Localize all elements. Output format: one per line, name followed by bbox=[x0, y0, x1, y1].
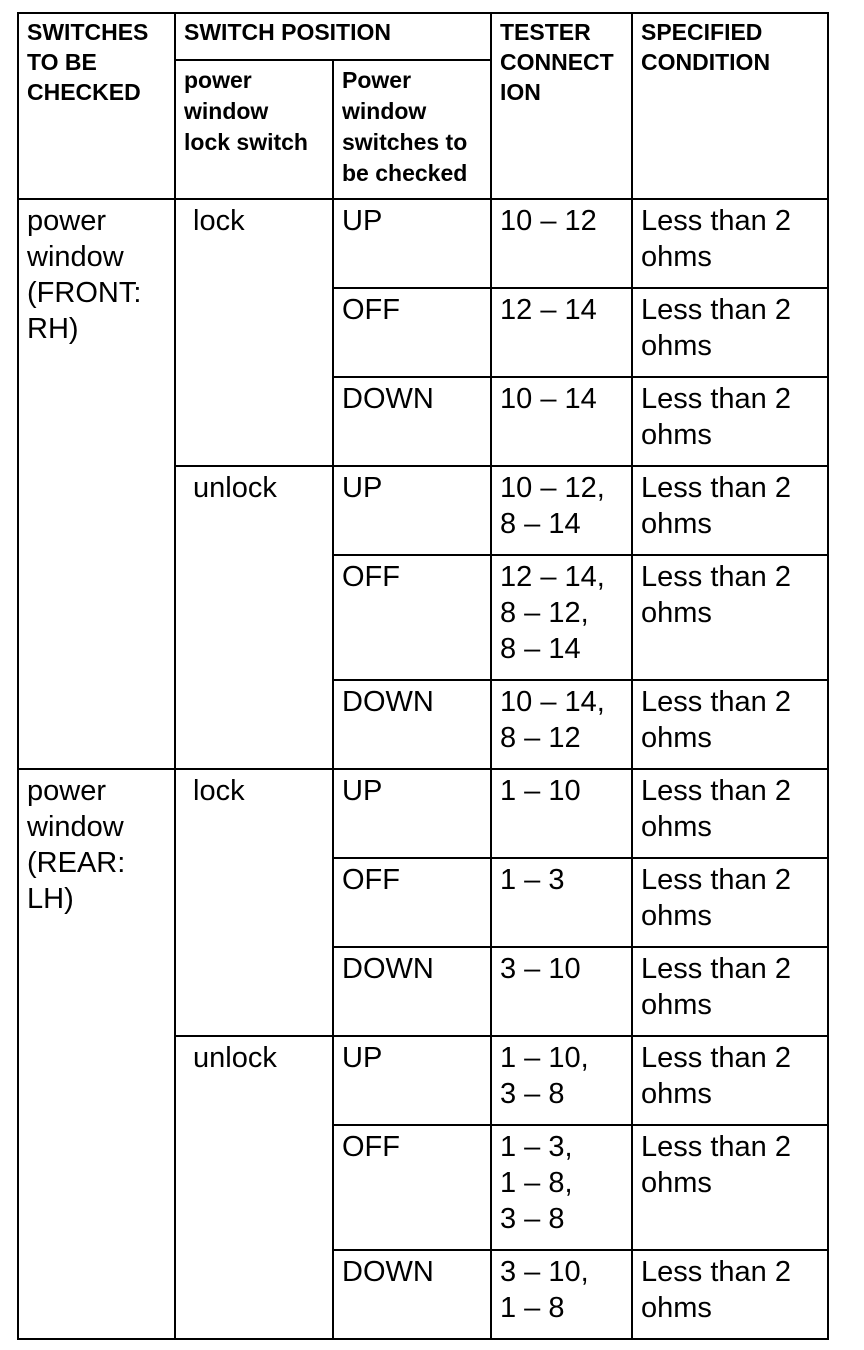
header-window-switches: Power window switches to be checked bbox=[333, 60, 491, 199]
tester-connection-cell: 12 – 14 bbox=[491, 288, 632, 377]
table-row bbox=[18, 199, 828, 288]
tester-connection-cell: 3 – 10, 1 – 8 bbox=[491, 1250, 632, 1339]
switch-check-table bbox=[17, 12, 829, 1340]
tester-connection-cell: 12 – 14, 8 – 12, 8 – 14 bbox=[491, 555, 632, 680]
specified-condition-cell: Less than 2 ohms bbox=[632, 680, 828, 769]
specified-condition-cell: Less than 2 ohms bbox=[632, 1250, 828, 1339]
window-switch-cell: UP bbox=[333, 769, 491, 858]
specified-condition-cell: Less than 2 ohms bbox=[632, 555, 828, 680]
window-switch-cell: OFF bbox=[333, 1125, 491, 1250]
lock-switch-cell: unlock bbox=[175, 466, 333, 769]
window-switch-cell: OFF bbox=[333, 858, 491, 947]
table-body bbox=[18, 199, 828, 1339]
specified-condition-cell: Less than 2 ohms bbox=[632, 1036, 828, 1125]
header-tester-connection: TESTER CONNECT ION bbox=[491, 13, 632, 199]
tester-connection-cell: 10 – 12, 8 – 14 bbox=[491, 466, 632, 555]
header-switch-position: SWITCH POSITION bbox=[175, 13, 491, 60]
tester-connection-cell: 1 – 3, 1 – 8, 3 – 8 bbox=[491, 1125, 632, 1250]
window-switch-cell: DOWN bbox=[333, 947, 491, 1036]
header-specified-condition: SPECIFIED CONDITION bbox=[632, 13, 828, 199]
lock-switch-cell: lock bbox=[175, 199, 333, 466]
header-lock-switch: power window lock switch bbox=[175, 60, 333, 199]
window-switch-cell: UP bbox=[333, 1036, 491, 1125]
specified-condition-cell: Less than 2 ohms bbox=[632, 947, 828, 1036]
tester-connection-cell: 10 – 14 bbox=[491, 377, 632, 466]
table-row bbox=[18, 769, 828, 858]
header-switches-to-be-checked: SWITCHES TO BE CHECKED bbox=[18, 13, 175, 199]
window-switch-cell: DOWN bbox=[333, 377, 491, 466]
specified-condition-cell: Less than 2 ohms bbox=[632, 1125, 828, 1250]
window-switch-cell: DOWN bbox=[333, 1250, 491, 1339]
specified-condition-cell: Less than 2 ohms bbox=[632, 858, 828, 947]
lock-switch-cell: lock bbox=[175, 769, 333, 1036]
lock-switch-cell: unlock bbox=[175, 1036, 333, 1339]
window-switch-cell: UP bbox=[333, 466, 491, 555]
specified-condition-cell: Less than 2 ohms bbox=[632, 288, 828, 377]
tester-connection-cell: 1 – 10, 3 – 8 bbox=[491, 1036, 632, 1125]
window-switch-cell: UP bbox=[333, 199, 491, 288]
tester-connection-cell: 10 – 14, 8 – 12 bbox=[491, 680, 632, 769]
tester-connection-cell: 1 – 10 bbox=[491, 769, 632, 858]
specified-condition-cell: Less than 2 ohms bbox=[632, 199, 828, 288]
window-switch-cell: DOWN bbox=[333, 680, 491, 769]
tester-connection-cell: 3 – 10 bbox=[491, 947, 632, 1036]
window-switch-cell: OFF bbox=[333, 555, 491, 680]
switch-name-cell: power window (FRONT: RH) bbox=[18, 199, 175, 769]
switch-name-cell: power window (REAR: LH) bbox=[18, 769, 175, 1339]
specified-condition-cell: Less than 2 ohms bbox=[632, 377, 828, 466]
specified-condition-cell: Less than 2 ohms bbox=[632, 769, 828, 858]
tester-connection-cell: 10 – 12 bbox=[491, 199, 632, 288]
specified-condition-cell: Less than 2 ohms bbox=[632, 466, 828, 555]
window-switch-cell: OFF bbox=[333, 288, 491, 377]
tester-connection-cell: 1 – 3 bbox=[491, 858, 632, 947]
